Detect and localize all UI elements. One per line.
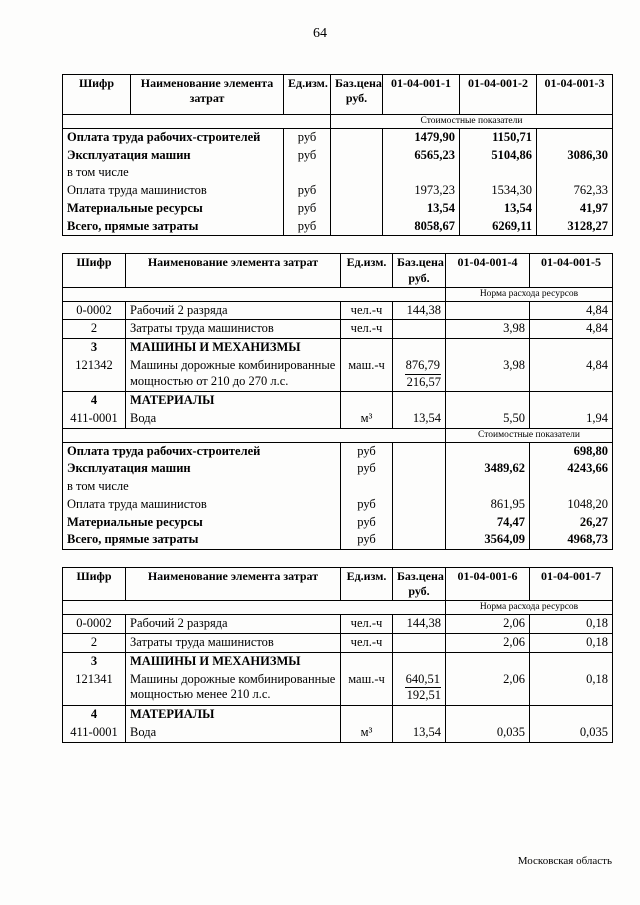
value-cell: 2,06 [446,615,530,634]
resource-name-cell: Вода [126,410,341,428]
value-cell: 6565,23 [383,147,460,165]
value-cell: 698,80 [530,442,613,460]
row-machinists-labor-norm [63,320,613,339]
cost-name-cell: Всего, прямые затраты [67,532,199,547]
row-worker-grade2 [63,615,613,634]
unit-cell [341,706,393,724]
row-labor-cost [63,442,613,460]
value-cell: 3,98 [446,320,530,339]
section-code-cell: 3 [90,340,98,355]
row-machines-operation [63,460,613,478]
norm-code-header-5: 01-04-001-5 [530,254,613,287]
value-cell: 0,035 [446,724,530,742]
value-cell: 74,47 [446,514,530,532]
code-column-header: Шифр [63,568,126,601]
resource-code-cell: 0-0002 [63,301,126,320]
section-code-cell: 3 [90,653,98,668]
unit-cell: м³ [341,724,393,742]
code-column-header: Шифр [63,254,126,287]
unit-cell [341,478,393,496]
base-price-cell [393,460,446,478]
row-machines-section [63,339,613,357]
empty-cell [63,115,331,129]
empty-cell [63,428,446,442]
base-price-cell [393,478,446,496]
value-cell: 3564,09 [446,531,530,549]
base-price-cell [393,496,446,514]
cost-name-cell: Эксплуатация машин [67,147,191,162]
row-machinists-labor [63,182,613,200]
header-row [63,568,613,601]
row-material-resources [63,200,613,218]
unit-cell: руб [284,218,331,236]
empty-cell [63,601,446,615]
unit-column-header: Ед.изм. [341,568,393,601]
cost-name-cell: в том числе [67,479,129,494]
base-price-cell [393,706,446,724]
cost-name-cell: Эксплуатация машин [67,461,191,476]
norm-code-header-1: 01-04-001-1 [383,75,460,115]
name-column-header: Наименование элемента затрат [131,75,284,115]
unit-cell: чел.-ч [341,301,393,320]
unit-cell [284,164,331,182]
row-water [63,410,613,428]
unit-cell [341,652,393,670]
value-cell [530,652,613,670]
value-cell: 26,27 [530,514,613,532]
resource-code-cell: 0-0002 [63,615,126,634]
cost-name-cell: Оплата труда машинистов [67,183,207,198]
value-cell: 4968,73 [530,531,613,549]
value-cell [530,706,613,724]
unit-column-header: Ед.изм. [341,254,393,287]
value-cell: 4,84 [530,320,613,339]
value-cell: 4243,66 [530,460,613,478]
empty-cell [63,287,446,301]
row-total-direct-costs [63,218,613,236]
base-price-column-header: Баз.цена руб. [331,75,383,115]
base-price-fraction-cell [393,671,446,706]
resource-name-cell: Затраты труда машинистов [126,634,341,653]
base-price-cell [331,147,383,165]
value-cell [530,392,613,410]
unit-cell: м³ [341,410,393,428]
value-cell: 4,84 [530,301,613,320]
unit-cell: чел.-ч [341,615,393,634]
base-price-cell [393,392,446,410]
norm-code-header-4: 01-04-001-4 [446,254,530,287]
base-price-cell: 13,54 [393,410,446,428]
unit-column-header: Ед.изм. [284,75,331,115]
section-code-cell: 4 [90,707,98,722]
unit-cell: руб [284,200,331,218]
norm-label: Норма расхода ресурсов [446,287,613,301]
resource-code-cell: 2 [63,320,126,339]
base-price-cell: 144,38 [393,301,446,320]
value-cell [383,164,460,182]
unit-cell: руб [341,514,393,532]
value-cell: 5104,86 [460,147,537,165]
value-cell: 3,98 [446,357,530,392]
value-cell: 2,06 [446,671,530,706]
value-cell: 1048,20 [530,496,613,514]
unit-cell: руб [284,128,331,146]
section-title-cell: МАШИНЫ И МЕХАНИЗМЫ [126,339,341,357]
value-cell: 1479,90 [383,128,460,146]
cost-indicators-label-row [63,115,613,129]
base-price-numerator: 640,51 [397,672,441,689]
cost-indicators-label-row [63,428,613,442]
base-price-cell [331,200,383,218]
base-price-cell [393,339,446,357]
resource-code-cell: 2 [63,634,126,653]
resource-name-cell: Машины дорожные комбинированные мощностью от 210 до 270 л.с. [126,357,341,392]
value-cell: 0,18 [530,671,613,706]
estimate-table-1 [62,74,613,236]
row-road-machines [63,671,613,706]
resource-name-cell: Рабочий 2 разряда [126,615,341,634]
value-cell: 8058,67 [383,218,460,236]
name-column-header: Наименование элемента затрат [126,254,341,287]
norm-code-header-6: 01-04-001-6 [446,568,530,601]
norm-label: Норма расхода ресурсов [446,601,613,615]
value-cell: 13,54 [383,200,460,218]
cost-name-cell: в том числе [67,165,129,180]
value-cell: 3489,62 [446,460,530,478]
cost-name-cell: Оплата труда рабочих-строителей [67,443,261,458]
cost-name-cell: Материальные ресурсы [67,514,203,529]
tables-area [62,74,613,760]
base-price-cell: 144,38 [393,615,446,634]
value-cell [446,339,530,357]
unit-cell: руб [284,147,331,165]
value-cell: 2,06 [446,634,530,653]
value-cell [446,442,530,460]
value-cell: 1150,71 [460,128,537,146]
base-price-cell [393,531,446,549]
value-cell [446,301,530,320]
value-cell: 41,97 [537,200,613,218]
cost-indicators-label: Стоимостные показатели [331,115,613,129]
header-row [63,254,613,287]
base-price-cell: 13,54 [393,724,446,742]
unit-cell: чел.-ч [341,320,393,339]
row-water [63,724,613,742]
unit-cell: маш.-ч [341,357,393,392]
value-cell [446,478,530,496]
resource-name-cell: Машины дорожные комбинированные мощностью менее 210 л.с. [126,671,341,706]
row-machines-operation [63,147,613,165]
value-cell: 1534,30 [460,182,537,200]
value-cell: 1973,23 [383,182,460,200]
row-labor-cost [63,128,613,146]
value-cell [530,339,613,357]
region-footer-label: Московская область [517,855,612,867]
base-price-cell [331,164,383,182]
value-cell: 1,94 [530,410,613,428]
value-cell [446,392,530,410]
base-price-fraction-cell [393,357,446,392]
base-price-denominator: 216,57 [406,374,441,389]
header-row [63,75,613,115]
section-code-cell: 4 [90,393,98,408]
norm-code-header-7: 01-04-001-7 [530,568,613,601]
code-column-header: Шифр [63,75,131,115]
row-machinists-labor [63,496,613,514]
unit-cell: руб [284,182,331,200]
row-machinists-labor-norm [63,634,613,653]
base-price-cell [393,320,446,339]
estimate-table-3 [62,567,613,742]
section-title-cell: МАТЕРИАЛЫ [126,706,341,724]
resource-code-cell: 411-0001 [70,724,118,739]
unit-cell: руб [341,442,393,460]
row-including [63,478,613,496]
base-price-cell [331,128,383,146]
cost-name-cell: Оплата труда машинистов [67,496,207,511]
row-worker-grade2 [63,301,613,320]
unit-cell: маш.-ч [341,671,393,706]
cost-name-cell: Всего, прямые затраты [67,218,199,233]
base-price-cell [393,634,446,653]
resource-code-cell: 121341 [63,671,126,706]
value-cell: 0,18 [530,634,613,653]
cost-name-cell: Оплата труда рабочих-строителей [67,129,261,144]
resource-name-cell: Рабочий 2 разряда [126,301,341,320]
value-cell: 3128,27 [537,218,613,236]
base-price-cell [393,652,446,670]
norm-label-row [63,287,613,301]
section-title-cell: МАШИНЫ И МЕХАНИЗМЫ [126,652,341,670]
value-cell: 5,50 [446,410,530,428]
value-cell: 3086,30 [537,147,613,165]
base-price-column-header: Баз.цена руб. [393,254,446,287]
unit-cell: руб [341,496,393,514]
cost-indicators-label: Стоимостные показатели [446,428,613,442]
base-price-denominator: 192,51 [406,688,441,703]
norm-code-header-3: 01-04-001-3 [537,75,613,115]
row-material-resources [63,514,613,532]
resource-name-cell: Вода [126,724,341,742]
row-materials-section [63,392,613,410]
row-total-direct-costs [63,531,613,549]
value-cell [460,164,537,182]
value-cell [530,478,613,496]
value-cell: 762,33 [537,182,613,200]
value-cell: 0,18 [530,615,613,634]
unit-cell [341,339,393,357]
value-cell [446,706,530,724]
estimate-table-2 [62,253,613,550]
row-machines-section [63,652,613,670]
value-cell: 13,54 [460,200,537,218]
unit-cell [341,392,393,410]
row-road-machines [63,357,613,392]
cost-name-cell: Материальные ресурсы [67,200,203,215]
name-column-header: Наименование элемента затрат [126,568,341,601]
value-cell: 4,84 [530,357,613,392]
value-cell [446,652,530,670]
base-price-column-header: Баз.цена руб. [393,568,446,601]
value-cell [537,128,613,146]
value-cell: 6269,11 [460,218,537,236]
value-cell [537,164,613,182]
norm-label-row [63,601,613,615]
value-cell: 861,95 [446,496,530,514]
norm-code-header-2: 01-04-001-2 [460,75,537,115]
row-including [63,164,613,182]
base-price-numerator: 876,79 [397,358,441,375]
unit-cell: чел.-ч [341,634,393,653]
resource-name-cell: Затраты труда машинистов [126,320,341,339]
resource-code-cell: 121342 [63,357,126,392]
unit-cell: руб [341,531,393,549]
base-price-cell [393,442,446,460]
resource-code-cell: 411-0001 [63,410,126,428]
unit-cell: руб [341,460,393,478]
page-number: 64 [313,26,327,41]
base-price-cell [331,182,383,200]
base-price-cell [331,218,383,236]
base-price-cell [393,514,446,532]
value-cell: 0,035 [530,724,613,742]
section-title-cell: МАТЕРИАЛЫ [126,392,341,410]
row-materials-section [63,706,613,724]
